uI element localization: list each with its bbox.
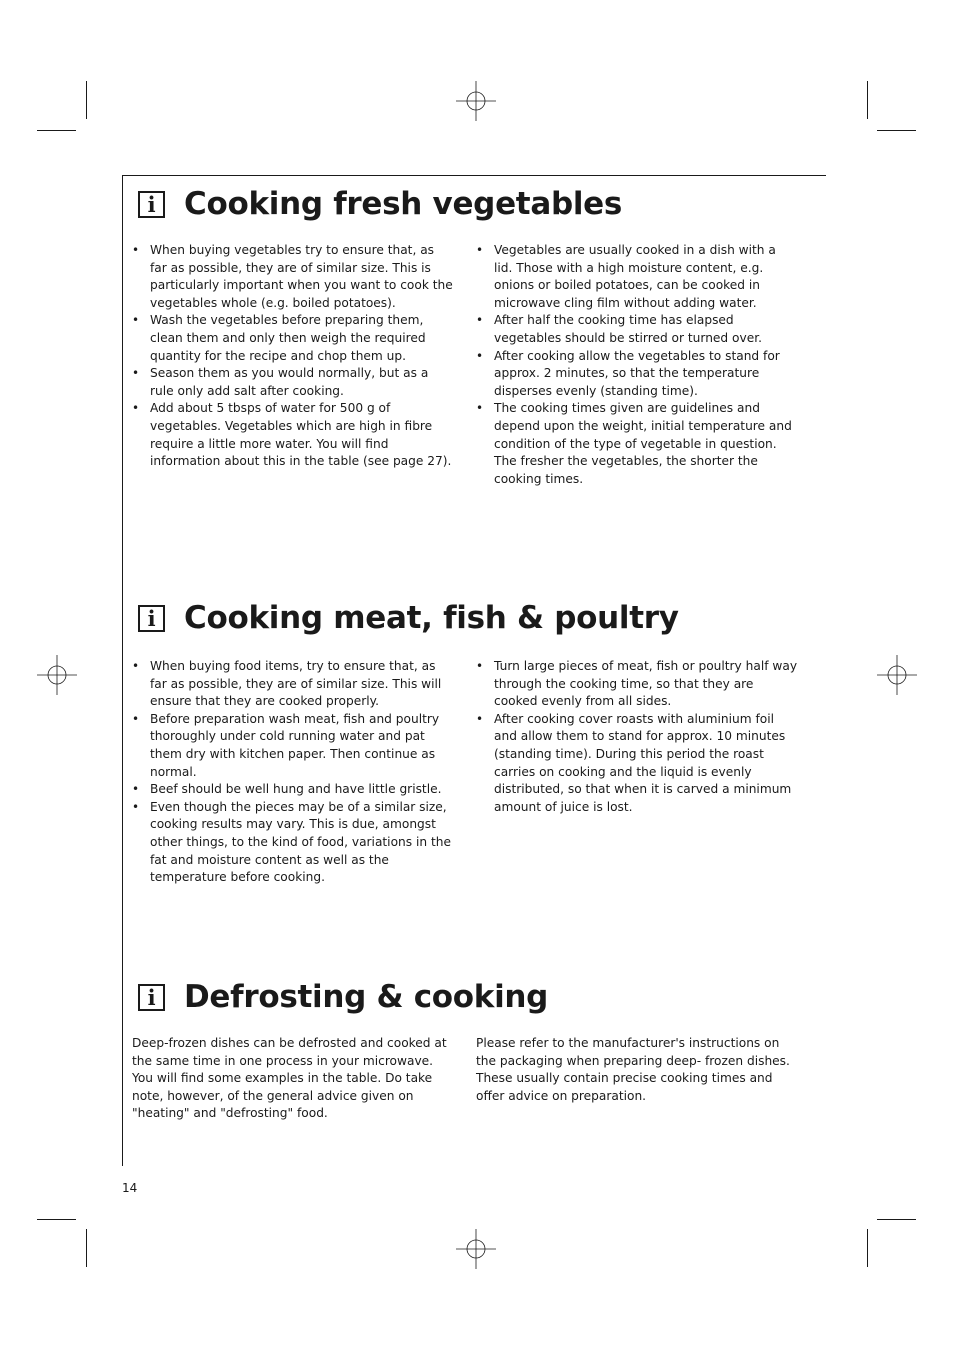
crop-mark bbox=[37, 1219, 76, 1220]
bullet-list bbox=[132, 242, 454, 471]
list-item: • The cooking times given are guidelines and depend upon the weight, initial temperature and condition of the type of vegetable in question. The fresher the vegetables, the shorter the cooking times. bbox=[476, 400, 798, 488]
crop-mark bbox=[86, 81, 87, 119]
crop-mark bbox=[877, 130, 916, 131]
section-title bbox=[138, 979, 548, 1015]
list-item: • Before preparation wash meat, fish and poultry thoroughly under cold running water and pat them dry with kitchen paper. Then continue as normal. bbox=[132, 711, 454, 781]
crop-mark bbox=[867, 81, 868, 119]
list-item: • After cooking allow the vegetables to stand for approx. 2 minutes, so that the temperature disperses evenly (standing time). bbox=[476, 348, 798, 401]
section-title bbox=[138, 600, 679, 636]
section-title-text: Defrosting & cooking bbox=[184, 979, 549, 1015]
crop-mark bbox=[86, 1229, 87, 1267]
section-title bbox=[138, 186, 622, 222]
list-item: • Vegetables are usually cooked in a dish with a lid. Those with a high moisture content, e.g. onions or boiled potatoes, can be cooked in microwave cling film without adding water. bbox=[476, 242, 798, 312]
section-title-text: Cooking fresh vegetables bbox=[184, 186, 623, 222]
list-item: • After cooking cover roasts with aluminium foil and allow them to stand for approx. 10 minutes (standing time). During this period the roast carries on cooking and the liquid is evenly distributed, so that when it is carved a minimum amount of juice is lost. bbox=[476, 711, 798, 817]
registration-mark-icon bbox=[37, 655, 77, 695]
list-item: • When buying food items, try to ensure that, as far as possible, they are of similar size. This will ensure that they are cooked properly. bbox=[132, 658, 454, 711]
frame-rule-left bbox=[122, 175, 123, 1166]
list-item: • Turn large pieces of meat, fish or poultry half way through the cooking time, so that they are cooked evenly from all sides. bbox=[476, 658, 798, 711]
crop-mark bbox=[867, 1229, 868, 1267]
list-item: • After half the cooking time has elapsed vegetables should be stirred or turned over. bbox=[476, 312, 798, 347]
registration-mark-icon bbox=[456, 1229, 496, 1269]
registration-mark-icon bbox=[456, 81, 496, 121]
bullet-list bbox=[476, 242, 798, 488]
list-item: • Add about 5 tbsps of water for 500 g of vegetables. Vegetables which are high in fibre require a little more water. You will find information about this in the table (see page 27). bbox=[132, 400, 454, 470]
info-icon: i bbox=[138, 191, 165, 218]
info-icon: i bbox=[138, 605, 165, 632]
info-icon: i bbox=[138, 984, 165, 1011]
list-item: • When buying vegetables try to ensure that, as far as possible, they are of similar size. This is particularly important when you want to cook the vegetables whole (e.g. boiled potatoes). bbox=[132, 242, 454, 312]
list-item: • Season them as you would normally, but as a rule only add salt after cooking. bbox=[132, 365, 454, 400]
crop-mark bbox=[37, 130, 76, 131]
section-title-text: Cooking meat, fish & poultry bbox=[184, 600, 679, 636]
bullet-list bbox=[132, 658, 454, 887]
list-item: • Even though the pieces may be of a similar size, cooking results may vary. This is due, amongst other things, to the kind of food, variations in the fat and moisture content as well as the temperature before cooking. bbox=[132, 799, 454, 887]
frame-rule-top bbox=[122, 175, 826, 176]
page-number: 14 bbox=[122, 1181, 138, 1195]
registration-mark-icon bbox=[877, 655, 917, 695]
crop-mark bbox=[877, 1219, 916, 1220]
list-item: • Wash the vegetables before preparing them, clean them and only then weigh the required quantity for the recipe and chop them up. bbox=[132, 312, 454, 365]
body-paragraph: Deep-frozen dishes can be defrosted and cooked at the same time in one process in your microwave. You will find some examples in the table. Do take note, however, of the general advice given on "heating" and "defrosting" food. bbox=[132, 1036, 447, 1121]
body-paragraph: Please refer to the manufacturer's instructions on the packaging when preparing deep- frozen dishes. These usually contain precise cooking times and offer advice on preparation. bbox=[476, 1036, 790, 1103]
list-item: • Beef should be well hung and have little gristle. bbox=[132, 781, 454, 799]
bullet-list bbox=[476, 658, 798, 816]
